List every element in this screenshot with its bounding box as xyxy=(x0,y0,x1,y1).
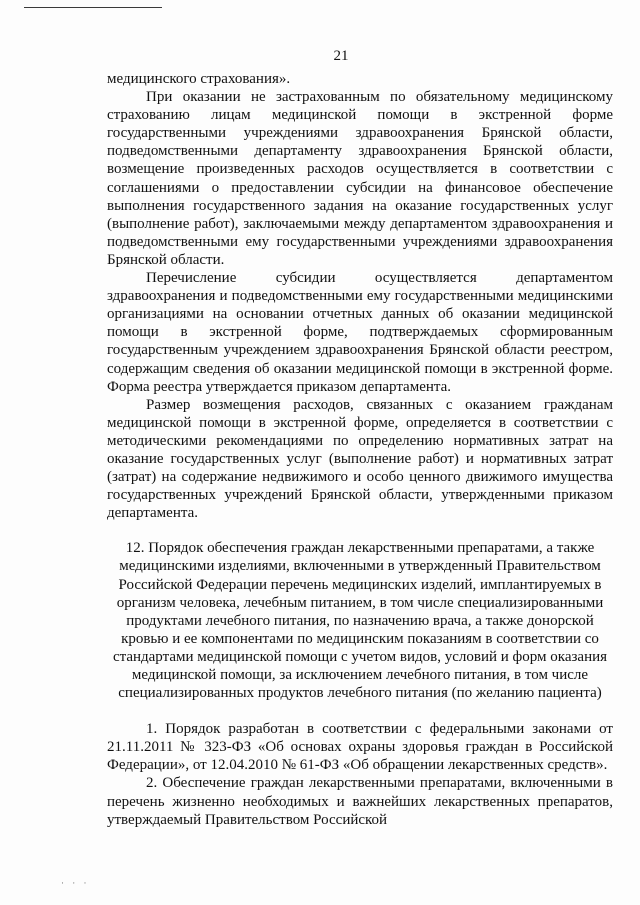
paragraph-subsidy-transfer: Перечисление субсидии осуществляется департаментом здравоохранения и подведомственными ему государственными медицинскими организациями на основании отчетных данных об оказании медицинской помощи в экстренной форме, подтверждаемых сформированным государственным учреждением здравоохранения Брянской области реестром, содержащим сведения об оказании медицинской помощи в экстренной форме. Форма реестра утверждается приказом департамента. xyxy=(107,270,613,395)
section-paragraph-1: 1. Порядок разработан в соответствии с федеральными законами от 21.11.2011 № 323-ФЗ «Об основах охраны здоровья граждан в Российской Федерации», от 12.04.2010 № 61-ФЗ «Об обращении лекарственных средств». xyxy=(107,721,613,774)
paragraph-reimbursement-amount: Размер возмещения расходов, связанных с оказанием гражданам медицинской помощи в экстренной форме, определяется в соответствии с методическими рекомендациями по определению нормативных затрат на оказание государственных услуг (выполнение работ) и нормативных затрат (затрат) на содержание недвижимого и особо ценного движимого имущества государственных учреждений Брянской области, утвержденными приказом департамента. xyxy=(107,396,613,522)
paragraph-continuation: медицинского страхования». xyxy=(107,71,291,87)
page-number: 21 xyxy=(333,48,349,64)
section-heading: 12. Порядок обеспечения граждан лекарственными препаратами, а также медицинскими изделиями, включенными в утвержденный Правительством Российской Федерации перечень медицинских изделий, имплантируемых в организм человека, лечебным питанием, в том числе специализированными продуктами лечебного питания, по назначению врача, а также донорской кровью и ее компонентами по медицинским показаниям в соответствии со стандартами медицинской помощи с учетом видов, условий и форм оказания медицинской помощи, за исключением лечебного питания, в том числе специализированных продуктов лечебного питания (по желанию пациента) xyxy=(112,540,608,702)
top-rule-line xyxy=(24,7,162,8)
paragraph-reimbursement: При оказании не застрахованным по обязательному медицинскому страхованию лицам медицинской помощи в экстренной форме государственными учреждениями здравоохранения Брянской области, подведомственными департаменту здравоохранения Брянской области, возмещение произведенных расходов осуществляется в соответствии с соглашениями о предоставлении субсидии на финансовое обеспечение выполнения государственного задания на оказание государственных услуг (выполнение работ), заключаемыми между департаментом здравоохранения и подведомственными ему государственными учреждениями здравоохранения Брянской области. xyxy=(107,89,613,268)
document-body xyxy=(107,70,613,829)
section-paragraph-2: 2. Обеспечение граждан лекарственными препаратами, включенными в перечень жизненно необходимых и важнейших лекарственных препаратов, утверждаемый Правительством Российской xyxy=(107,775,613,828)
scan-artifact-marks: · · · xyxy=(61,878,90,888)
